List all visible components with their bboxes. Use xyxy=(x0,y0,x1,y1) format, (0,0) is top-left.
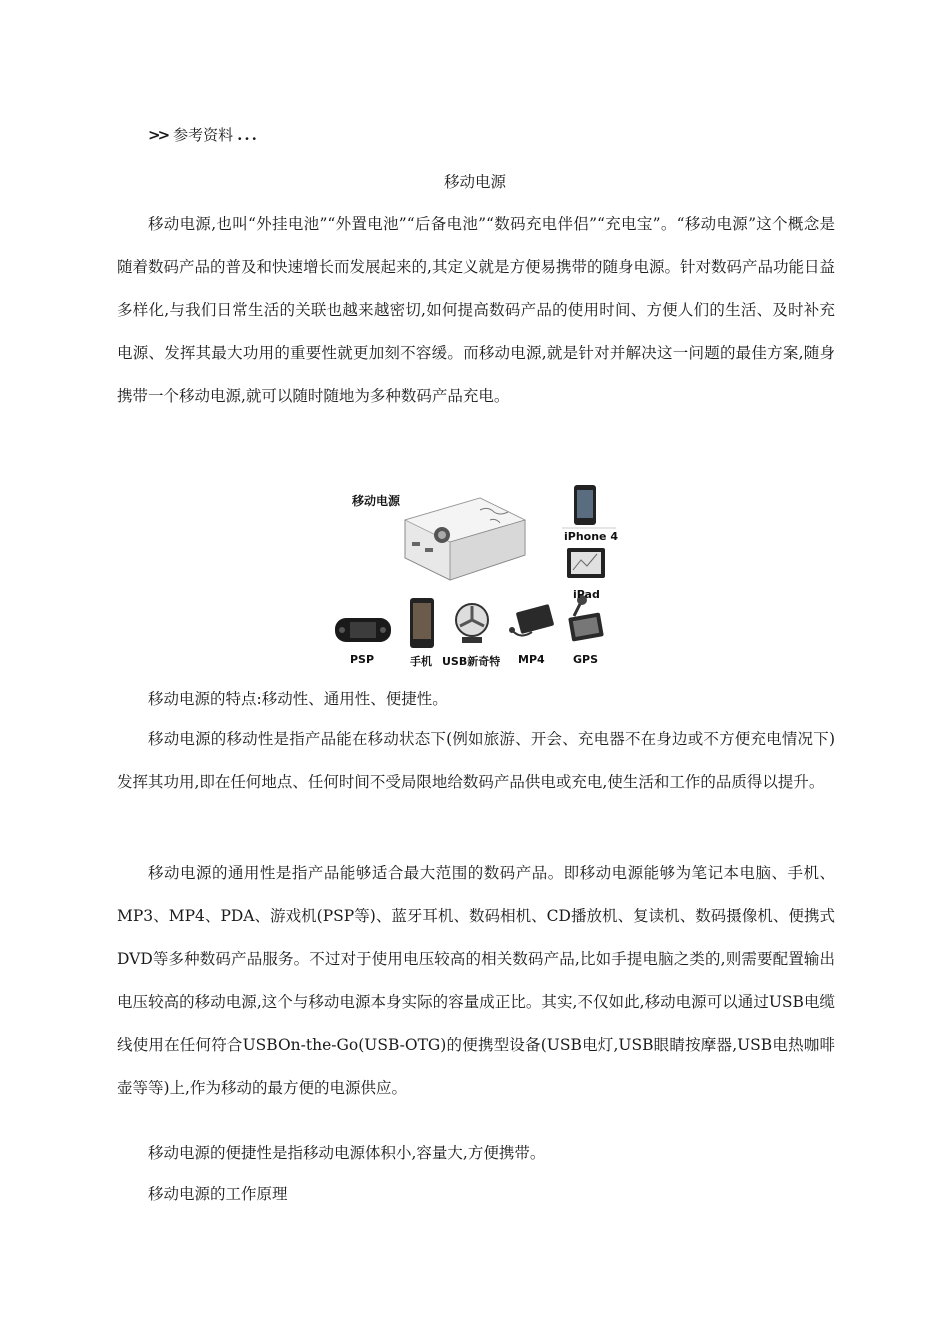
power-bank-figure xyxy=(330,480,620,670)
intro-paragraph: 移动电源,也叫“外挂电池”“外置电池”“后备电池”“数码充电伴侣”“充电宝”。“移动电源”这个概念是随着数码产品的普及和快速增长而发展起来的,其定义就是方便易携带的随身电源。针对数码产品功能日益多样化,与我们日常生活的关联也越来越密切,如何提高数码产品的使用时间、方便人们的生活、及时补充电源、发挥其最大功用的重要性就更加刻不容缓。而移动电源,就是针对并解决这一问题的最佳方案,随身携带一个移动电源,就可以随时随地为多种数码产品充电。 xyxy=(117,215,835,405)
convenience-line: 移动电源的便捷性是指移动电源体积小,容量大,方便携带。 xyxy=(148,1144,546,1162)
double-chevron-icon: >> xyxy=(148,125,168,144)
label-ipad: iPad xyxy=(573,588,600,601)
working-principle-heading: 移动电源的工作原理 xyxy=(148,1185,288,1203)
features-line: 移动电源的特点:移动性、通用性、便捷性。 xyxy=(148,690,448,708)
phone-image xyxy=(410,598,434,648)
usb-fan-image xyxy=(456,604,488,643)
figure-title: 移动电源 xyxy=(352,494,401,508)
reference-label: 参考资料 xyxy=(173,126,234,144)
iphone-image xyxy=(562,485,616,528)
reference-header xyxy=(148,124,259,145)
psp-image xyxy=(335,618,391,642)
label-phone: 手机 xyxy=(410,655,432,668)
mobility-paragraph: 移动电源的移动性是指产品能在移动状态下(例如旅游、开会、充电器不在身边或不方便充电情况下)发挥其功用,即在任何地点、任何时间不受局限地给数码产品供电或充电,使生活和工作的品质得以提升。 xyxy=(117,730,835,791)
power-bank-image xyxy=(405,498,525,580)
universality-paragraph: 移动电源的通用性是指产品能够适合最大范围的数码产品。即移动电源能够为笔记本电脑、手机、MP3、MP4、PDA、游戏机(PSP等)、蓝牙耳机、数码相机、CD播放机、复读机、数码摄像机、便携式DVD等多种数码产品服务。不过对于使用电压较高的相关数码产品,比如手提电脑之类的,则需要配置输出电压较高的移动电源,这个与移动电源本身实际的容量成正比。其实,不仅如此,移动电源可以通过USB电缆线使用在任何符合USBOn-the-Go(USB-OTG)的便携型设备(USB电灯,USB眼睛按摩器,USB电热咖啡壶等等)上,作为移动的最方便的电源供应。 xyxy=(117,864,835,1097)
ipad-image xyxy=(567,548,605,578)
label-mp4: MP4 xyxy=(518,653,545,666)
header-dots: ... xyxy=(237,125,259,144)
gps-image xyxy=(568,595,604,642)
label-gps: GPS xyxy=(573,653,599,666)
section-title: 移动电源 xyxy=(443,173,506,191)
label-usb: USB新奇特 xyxy=(442,655,501,668)
label-iphone: iPhone 4 xyxy=(564,530,618,543)
mp4-image xyxy=(509,604,554,636)
label-psp: PSP xyxy=(350,653,375,666)
